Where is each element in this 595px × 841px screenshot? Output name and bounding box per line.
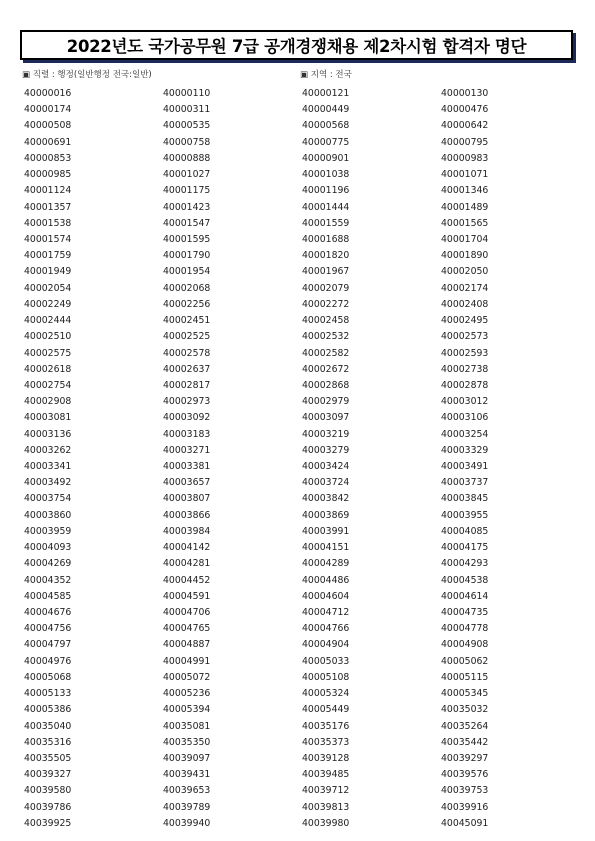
candidate-number: 40004281 — [163, 558, 211, 570]
candidate-number: 40003106 — [441, 412, 489, 424]
list-row — [24, 800, 584, 816]
candidate-number: 40001175 — [163, 185, 211, 197]
candidate-number: 40002868 — [302, 379, 350, 391]
candidate-number: 40039940 — [163, 817, 211, 829]
candidate-number: 40003754 — [24, 493, 72, 505]
candidate-number: 40001357 — [24, 201, 72, 213]
candidate-number: 40005386 — [24, 704, 72, 716]
candidate-number: 40002068 — [163, 282, 211, 294]
candidate-number: 40000508 — [24, 120, 72, 132]
candidate-number: 40003491 — [441, 461, 489, 473]
candidate-number: 40001547 — [163, 217, 211, 229]
list-row — [24, 767, 584, 783]
list-row — [24, 735, 584, 751]
candidate-number: 40003724 — [302, 477, 350, 489]
candidate-number: 40039712 — [302, 785, 350, 797]
candidate-number: 40003807 — [163, 493, 211, 505]
candidate-number: 40003991 — [302, 525, 350, 537]
candidate-number: 40002079 — [302, 282, 350, 294]
candidate-number: 40001790 — [163, 250, 211, 262]
candidate-number: 40003341 — [24, 461, 72, 473]
candidate-number: 40004585 — [24, 590, 72, 602]
candidate-number: 40039128 — [302, 752, 350, 764]
candidate-number: 40000535 — [163, 120, 211, 132]
list-row — [24, 524, 584, 540]
candidate-number: 40001038 — [302, 169, 350, 181]
list-row — [24, 167, 584, 183]
candidate-number: 40004976 — [24, 655, 72, 667]
list-row — [24, 783, 584, 799]
list-row — [24, 654, 584, 670]
list-row — [24, 589, 584, 605]
candidate-number: 40003271 — [163, 444, 211, 456]
candidate-number: 40039789 — [163, 801, 211, 813]
candidate-number: 40003866 — [163, 509, 211, 521]
candidate-number: 40000311 — [163, 104, 211, 116]
candidate-number: 40005068 — [24, 671, 72, 683]
candidate-number: 40002272 — [302, 298, 350, 310]
candidate-number: 40000642 — [441, 120, 489, 132]
list-row — [24, 686, 584, 702]
list-row — [24, 216, 584, 232]
candidate-number: 40000985 — [24, 169, 72, 181]
list-row — [24, 248, 584, 264]
candidate-number: 40039097 — [163, 752, 211, 764]
candidate-number: 40005133 — [24, 688, 72, 700]
candidate-number: 40004486 — [302, 574, 350, 586]
candidate-number: 40002444 — [24, 315, 72, 327]
candidate-number: 40003012 — [441, 396, 489, 408]
candidate-number: 40004151 — [302, 542, 350, 554]
list-row — [24, 491, 584, 507]
region-label: ▣ 지역 : 전국 — [300, 70, 352, 80]
candidate-number: 40004766 — [302, 623, 350, 635]
candidate-number: 40004887 — [163, 639, 211, 651]
candidate-number: 40002878 — [441, 379, 489, 391]
candidate-number: 40003737 — [441, 477, 489, 489]
list-row — [24, 621, 584, 637]
candidate-number: 40001027 — [163, 169, 211, 181]
candidate-number: 40001759 — [24, 250, 72, 262]
candidate-number: 40005449 — [302, 704, 350, 716]
candidate-number: 40003183 — [163, 428, 211, 440]
candidate-number: 40002532 — [302, 331, 350, 343]
candidate-number: 40000449 — [302, 104, 350, 116]
list-row — [24, 118, 584, 134]
candidate-number: 40002979 — [302, 396, 350, 408]
candidate-number: 40001820 — [302, 250, 350, 262]
candidate-number: 40003657 — [163, 477, 211, 489]
candidate-number: 40002451 — [163, 315, 211, 327]
candidate-number: 40035176 — [302, 720, 350, 732]
candidate-number: 40004352 — [24, 574, 72, 586]
candidate-number: 40035081 — [163, 720, 211, 732]
list-row — [24, 183, 584, 199]
page-title: 2022년도 국가공무원 7급 공개경쟁채용 제2차시험 합격자 명단 — [66, 37, 527, 56]
candidate-number: 40000775 — [302, 136, 350, 148]
candidate-number: 40039297 — [441, 752, 489, 764]
candidate-number: 40001124 — [24, 185, 72, 197]
candidate-number: 40004591 — [163, 590, 211, 602]
candidate-number: 40004093 — [24, 542, 72, 554]
candidate-number: 40003845 — [441, 493, 489, 505]
candidate-number: 40039431 — [163, 769, 211, 781]
candidate-number: 40000130 — [441, 88, 489, 99]
list-row — [24, 102, 584, 118]
list-row — [24, 427, 584, 443]
candidate-number: 40004904 — [302, 639, 350, 651]
candidate-number: 40003860 — [24, 509, 72, 521]
list-row — [24, 605, 584, 621]
list-row — [24, 459, 584, 475]
list-row — [24, 329, 584, 345]
candidate-number: 40005236 — [163, 688, 211, 700]
list-row — [24, 264, 584, 280]
list-row — [24, 556, 584, 572]
candidate-number: 40004712 — [302, 607, 350, 618]
candidate-number: 40003984 — [163, 525, 211, 537]
candidate-number: 40004269 — [24, 558, 72, 570]
candidate-number: 40002256 — [163, 298, 211, 310]
candidate-number: 40002672 — [302, 363, 350, 375]
list-row — [24, 346, 584, 362]
candidate-number: 40002573 — [441, 331, 489, 343]
list-row — [24, 637, 584, 653]
candidate-number: 40000476 — [441, 104, 489, 116]
list-row — [24, 394, 584, 410]
candidate-number: 40002754 — [24, 379, 72, 391]
candidate-number: 40035373 — [302, 736, 350, 748]
candidate-number: 40001489 — [441, 201, 489, 213]
candidate-number: 40002817 — [163, 379, 211, 391]
candidate-number: 40003492 — [24, 477, 72, 489]
candidate-number: 40002582 — [302, 347, 350, 359]
candidate-number: 40035442 — [441, 736, 489, 748]
candidate-number: 40035032 — [441, 704, 489, 716]
candidate-number: 40001574 — [24, 233, 72, 245]
candidate-number: 40005345 — [441, 688, 489, 700]
list-row — [24, 297, 584, 313]
candidate-number: 40003081 — [24, 412, 72, 424]
candidate-number: 40039580 — [24, 785, 72, 797]
candidate-number: 40035316 — [24, 736, 72, 748]
candidate-number: 40004797 — [24, 639, 72, 651]
list-row — [24, 86, 584, 102]
candidate-number: 40005324 — [302, 688, 350, 700]
candidate-number: 40001967 — [302, 266, 350, 278]
list-row — [24, 313, 584, 329]
candidate-number: 40039813 — [302, 801, 350, 813]
candidate-number: 40003254 — [441, 428, 489, 440]
candidate-number: 40002525 — [163, 331, 211, 343]
candidate-number: 40000901 — [302, 152, 350, 164]
candidate-number: 40003092 — [163, 412, 211, 424]
candidate-number: 40004142 — [163, 542, 211, 554]
candidate-number: 40002618 — [24, 363, 72, 375]
candidate-number: 40003869 — [302, 509, 350, 521]
candidate-number-list — [24, 86, 584, 832]
candidate-number: 40039786 — [24, 801, 72, 813]
candidate-number: 40002578 — [163, 347, 211, 359]
candidate-number: 40001196 — [302, 185, 350, 197]
candidate-number: 40002174 — [441, 282, 489, 294]
list-row — [24, 508, 584, 524]
candidate-number: 40003955 — [441, 509, 489, 521]
candidate-number: 40004085 — [441, 525, 489, 537]
candidate-number: 40004538 — [441, 574, 489, 586]
candidate-number: 40001423 — [163, 201, 211, 213]
candidate-number: 40002637 — [163, 363, 211, 375]
candidate-number: 40045091 — [441, 817, 489, 829]
candidate-number: 40004706 — [163, 607, 211, 618]
list-row — [24, 232, 584, 248]
candidate-number: 40001559 — [302, 217, 350, 229]
candidate-number: 40000888 — [163, 152, 211, 164]
candidate-number: 40002908 — [24, 396, 72, 408]
candidate-number: 40004293 — [441, 558, 489, 570]
candidate-number: 40039916 — [441, 801, 489, 813]
list-row — [24, 719, 584, 735]
candidate-number: 40005033 — [302, 655, 350, 667]
candidate-number: 40039925 — [24, 817, 72, 829]
candidate-number: 40035505 — [24, 752, 72, 764]
list-row — [24, 443, 584, 459]
candidate-number: 40002510 — [24, 331, 72, 343]
candidate-number: 40000110 — [163, 88, 211, 99]
list-row — [24, 410, 584, 426]
list-row — [24, 281, 584, 297]
candidate-number: 40035350 — [163, 736, 211, 748]
candidate-number: 40005108 — [302, 671, 350, 683]
candidate-number: 40003381 — [163, 461, 211, 473]
candidate-number: 40001704 — [441, 233, 489, 245]
candidate-number: 40001346 — [441, 185, 489, 197]
candidate-number: 40004756 — [24, 623, 72, 635]
candidate-number: 40002050 — [441, 266, 489, 278]
candidate-number: 40003097 — [302, 412, 350, 424]
candidate-number: 40003424 — [302, 461, 350, 473]
list-row — [24, 670, 584, 686]
candidate-number: 40003219 — [302, 428, 350, 440]
candidate-number: 40035264 — [441, 720, 489, 732]
candidate-number: 40001565 — [441, 217, 489, 229]
candidate-number: 40001949 — [24, 266, 72, 278]
candidate-number: 40004765 — [163, 623, 211, 635]
candidate-number: 40004289 — [302, 558, 350, 570]
candidate-number: 40003262 — [24, 444, 72, 456]
candidate-number: 40002054 — [24, 282, 72, 294]
candidate-number: 40002495 — [441, 315, 489, 327]
candidate-number: 40002249 — [24, 298, 72, 310]
candidate-number: 40001595 — [163, 233, 211, 245]
candidate-number: 40005062 — [441, 655, 489, 667]
list-row — [24, 151, 584, 167]
list-row — [24, 702, 584, 718]
candidate-number: 40000016 — [24, 88, 72, 99]
candidate-number: 40001444 — [302, 201, 350, 213]
candidate-number: 40000121 — [302, 88, 350, 99]
candidate-number: 40000853 — [24, 152, 72, 164]
candidate-number: 40000983 — [441, 152, 489, 164]
candidate-number: 40002593 — [441, 347, 489, 359]
candidate-number: 40039980 — [302, 817, 350, 829]
candidate-number: 40039576 — [441, 769, 489, 781]
candidate-number: 40004604 — [302, 590, 350, 602]
candidate-number: 40003959 — [24, 525, 72, 537]
candidate-number: 40002738 — [441, 363, 489, 375]
candidate-number: 40002973 — [163, 396, 211, 408]
candidate-number: 40039653 — [163, 785, 211, 797]
job-category-label: ▣ 직렬 : 행정(일반행정 전국:일반) — [22, 70, 152, 80]
candidate-number: 40003329 — [441, 444, 489, 456]
candidate-number: 40000691 — [24, 136, 72, 148]
candidate-number: 40001890 — [441, 250, 489, 262]
candidate-number: 40004908 — [441, 639, 489, 651]
list-row — [24, 573, 584, 589]
candidate-number: 40003279 — [302, 444, 350, 456]
candidate-number: 40039485 — [302, 769, 350, 781]
candidate-number: 40035040 — [24, 720, 72, 732]
candidate-number: 40002575 — [24, 347, 72, 359]
list-row — [24, 475, 584, 491]
candidate-number: 40000758 — [163, 136, 211, 148]
candidate-number: 40004614 — [441, 590, 489, 602]
candidate-number: 40004676 — [24, 607, 72, 618]
candidate-number: 40002408 — [441, 298, 489, 310]
candidate-number: 40005115 — [441, 671, 489, 683]
candidate-number: 40004778 — [441, 623, 489, 635]
candidate-number: 40004452 — [163, 574, 211, 586]
candidate-number: 40000568 — [302, 120, 350, 132]
list-row — [24, 816, 584, 832]
candidate-number: 40001954 — [163, 266, 211, 278]
list-row — [24, 362, 584, 378]
list-row — [24, 378, 584, 394]
candidate-number: 40004175 — [441, 542, 489, 554]
candidate-number: 40005072 — [163, 671, 211, 683]
candidate-number: 40005394 — [163, 704, 211, 716]
list-row — [24, 751, 584, 767]
candidate-number: 40001688 — [302, 233, 350, 245]
candidate-number: 40002458 — [302, 315, 350, 327]
list-row — [24, 135, 584, 151]
candidate-number: 40001538 — [24, 217, 72, 229]
candidate-number: 40004735 — [441, 607, 489, 618]
candidate-number: 40003842 — [302, 493, 350, 505]
candidate-number: 40039753 — [441, 785, 489, 797]
list-row — [24, 540, 584, 556]
list-row — [24, 200, 584, 216]
candidate-number: 40000795 — [441, 136, 489, 148]
candidate-number: 40004991 — [163, 655, 211, 667]
candidate-number: 40003136 — [24, 428, 72, 440]
title-box — [20, 30, 573, 60]
candidate-number: 40039327 — [24, 769, 72, 781]
candidate-number: 40001071 — [441, 169, 489, 181]
candidate-number: 40000174 — [24, 104, 72, 116]
